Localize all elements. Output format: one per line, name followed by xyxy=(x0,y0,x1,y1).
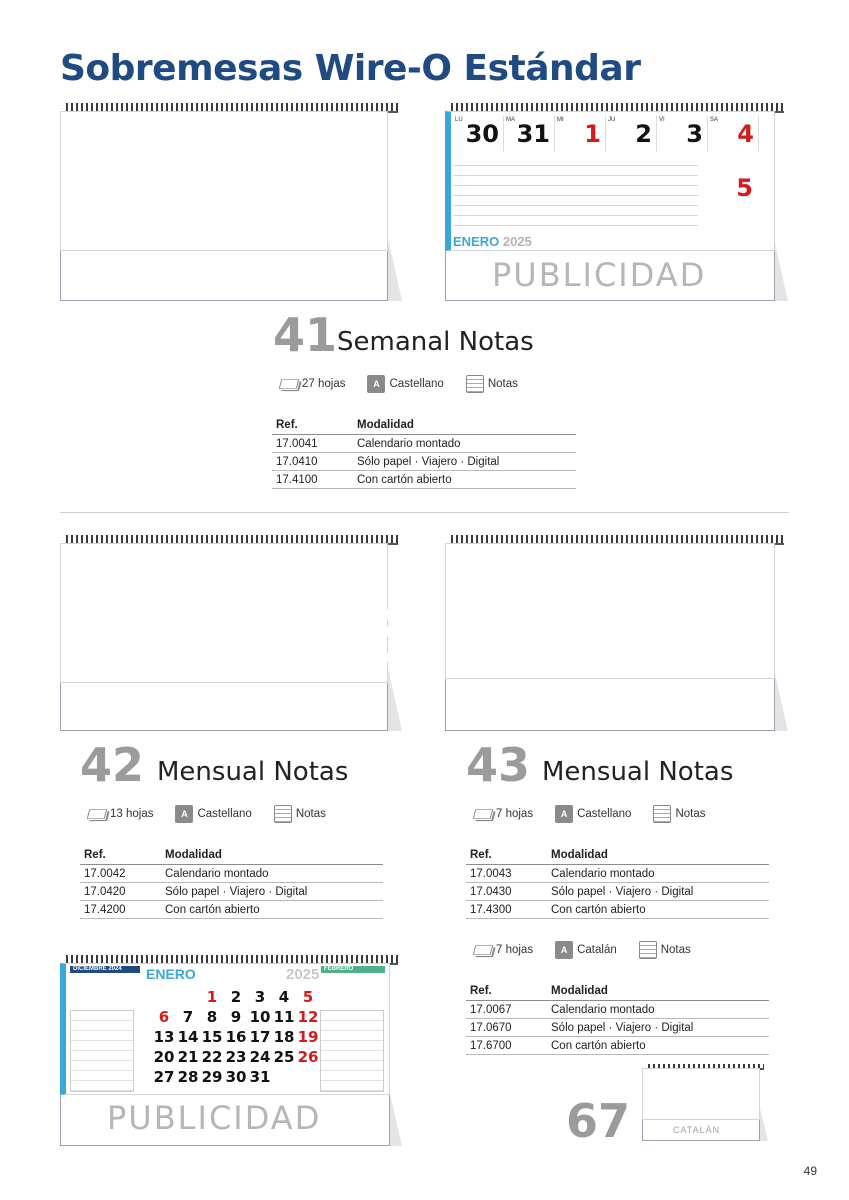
monthly-page xyxy=(60,963,390,1095)
features-43: 7 hojas A Castellano Notas xyxy=(474,805,705,823)
calendar-42-cover xyxy=(60,535,412,731)
day-number: 3 xyxy=(686,120,703,148)
product-number-42: 42 xyxy=(80,738,145,792)
month-day-number: 8 xyxy=(206,1008,218,1026)
table-row: 17.0430 Sólo papel · Viajero · Digital xyxy=(466,883,769,901)
month-day-number: 7 xyxy=(182,1008,194,1026)
month-day-number: 18 xyxy=(273,1028,295,1046)
month-day-number: 14 xyxy=(177,1028,199,1046)
cover-artwork xyxy=(60,111,388,251)
month-day-number: 23 xyxy=(225,1048,247,1066)
month-day-number: 3 xyxy=(254,988,266,1006)
day-number: 1 xyxy=(584,120,601,148)
notes-box-right xyxy=(320,1010,384,1092)
table-row: 17.0042 Calendario montado xyxy=(80,865,383,883)
day-number: 4 xyxy=(737,120,754,148)
month-day-number xyxy=(272,1068,296,1086)
cover-year: 2025 xyxy=(530,580,677,643)
month-day-number: 27 xyxy=(153,1068,175,1086)
catalan-label: CATALÁN xyxy=(673,1125,721,1135)
year-title: 2025 xyxy=(286,966,320,983)
table-row: 17.0410 Sólo papel · Viajero · Digital xyxy=(272,453,576,471)
month-day-number: 6 xyxy=(158,1008,170,1026)
product-name-42: Mensual Notas xyxy=(157,757,349,787)
calendar-base xyxy=(445,679,775,731)
ref-table-43-catalan: Ref. Modalidad 17.0067 Calendario montado 17.0670 Sólo papel · Viajero · Digital 17.6700 Con cartón abierto xyxy=(466,982,769,1055)
day-name: JU xyxy=(608,117,616,123)
table-row: 17.0670 Sólo papel · Viajero · Digital xyxy=(466,1019,769,1037)
calendar-41-cover xyxy=(60,103,402,301)
week-day-cell xyxy=(657,116,708,152)
weekly-page xyxy=(445,111,775,251)
month-day-number: 21 xyxy=(177,1048,199,1066)
calendar-43-cover xyxy=(445,535,788,731)
month-day-number xyxy=(296,1068,320,1086)
notes-box-left xyxy=(70,1010,134,1092)
cover-artwork xyxy=(642,1068,760,1120)
week-day-cell xyxy=(504,116,555,152)
day-number: 30 xyxy=(465,120,499,148)
table-row: 17.6700 Con cartón abierto xyxy=(466,1037,769,1055)
next-month-mini: FEBRERO xyxy=(321,966,385,973)
month-day-number: 12 xyxy=(297,1008,319,1026)
language-icon: A xyxy=(367,375,385,393)
day-name: VI xyxy=(659,117,665,123)
publicidad-area: PUBLICIDAD xyxy=(107,1099,322,1137)
sheets-icon xyxy=(473,945,494,955)
sheets-icon xyxy=(473,809,494,819)
day-number: 31 xyxy=(516,120,550,148)
week-day-cell xyxy=(708,116,759,152)
product-number-67: 67 xyxy=(566,1094,631,1148)
cover-year: 2025 xyxy=(73,126,325,238)
month-day-number xyxy=(152,988,176,1006)
day-name: LU xyxy=(455,117,463,123)
month-day-number: 28 xyxy=(177,1068,199,1086)
calendar-monthly-inside xyxy=(60,955,402,1146)
writing-lines xyxy=(453,156,698,228)
language-icon: A xyxy=(555,805,573,823)
sheets-icon xyxy=(279,379,300,389)
week-day-cell xyxy=(453,116,504,152)
month-day-number xyxy=(176,988,200,1006)
product-name-43: Mensual Notas xyxy=(542,757,734,787)
table-row: 17.0420 Sólo papel · Viajero · Digital xyxy=(80,883,383,901)
sunday-number: 5 xyxy=(736,174,753,202)
calendar-base xyxy=(60,1095,390,1146)
features-43-catalan: 7 hojas A Catalán Notas xyxy=(474,941,691,959)
page-title: Sobremesas Wire-O Estándar xyxy=(60,48,641,89)
month-day-number: 17 xyxy=(249,1028,271,1046)
month-day-number: 16 xyxy=(225,1028,247,1046)
day-name: SA xyxy=(710,117,719,123)
table-row: 17.4300 Con cartón abierto xyxy=(466,901,769,919)
month-day-number: 30 xyxy=(225,1068,247,1086)
table-row: 17.0041 Calendario montado xyxy=(272,435,576,453)
ref-table-42: Ref. Modalidad 17.0042 Calendario montado 17.0420 Sólo papel · Viajero · Digital 17.4200 Con cartón abierto xyxy=(80,846,383,919)
table-row: 17.4200 Con cartón abierto xyxy=(80,901,383,919)
week-day-cell xyxy=(606,116,657,152)
month-day-number: 9 xyxy=(230,1008,242,1026)
calendar-base xyxy=(60,683,388,731)
month-day-number: 20 xyxy=(153,1048,175,1066)
page-number: 49 xyxy=(803,1164,817,1178)
month-day-number: 15 xyxy=(201,1028,223,1046)
month-grid xyxy=(152,988,320,1086)
cover-year: 2025 xyxy=(673,1079,735,1104)
cover-artwork xyxy=(445,543,775,679)
section-divider xyxy=(60,512,789,513)
cover-subtitle: Feliz Año xyxy=(574,642,636,659)
features-41: 27 hojas A Castellano Notas xyxy=(280,375,518,393)
week-days xyxy=(453,116,759,152)
calendar-base xyxy=(642,1120,760,1141)
month-day-number: 13 xyxy=(153,1028,175,1046)
day-name: MI xyxy=(557,117,564,123)
month-day-number: 22 xyxy=(201,1048,223,1066)
calendar-41-inside xyxy=(445,103,788,301)
month-day-number: 26 xyxy=(297,1048,319,1066)
notes-icon xyxy=(274,805,292,823)
month-day-number: 11 xyxy=(273,1008,295,1026)
month-day-number: 29 xyxy=(201,1068,223,1086)
notes-icon xyxy=(466,375,484,393)
sunday-cell xyxy=(703,174,755,204)
language-icon: A xyxy=(175,805,193,823)
product-number-41: 41 xyxy=(273,308,338,362)
week-day-cell xyxy=(555,116,606,152)
language-icon: A xyxy=(555,941,573,959)
month-day-number: 25 xyxy=(273,1048,295,1066)
product-number-43: 43 xyxy=(466,738,531,792)
calendar-base xyxy=(445,251,775,301)
day-name: MA xyxy=(506,117,515,123)
month-day-number: 31 xyxy=(249,1068,271,1086)
prev-month-mini: DICIEMBRE 2024 xyxy=(70,966,140,973)
month-day-number: 10 xyxy=(249,1008,271,1026)
month-day-number: 1 xyxy=(206,988,218,1006)
ref-table-41: Ref. Modalidad 17.0041 Calendario montado 17.0410 Sólo papel · Viajero · Digital 17.4100 Con cartón abierto xyxy=(272,416,576,489)
table-row: 17.0043 Calendario montado xyxy=(466,865,769,883)
month-title: ENERO xyxy=(146,966,196,982)
product-name-41: Semanal Notas xyxy=(337,327,534,357)
publicidad-area: PUBLICIDAD xyxy=(492,256,707,294)
month-day-number: 2 xyxy=(230,988,242,1006)
month-day-number: 4 xyxy=(278,988,290,1006)
sheets-icon xyxy=(87,809,108,819)
month-day-number: 5 xyxy=(302,988,314,1006)
calendar-base xyxy=(60,251,388,301)
table-row: 17.0067 Calendario montado xyxy=(466,1001,769,1019)
cover-year: 2025 xyxy=(229,596,412,678)
features-42: 13 hojas A Castellano Notas xyxy=(88,805,326,823)
calendar-67-cover xyxy=(642,1064,768,1141)
notes-icon xyxy=(653,805,671,823)
month-label: ENERO 2025 xyxy=(453,234,532,249)
month-day-number: 24 xyxy=(249,1048,271,1066)
table-row: 17.4100 Con cartón abierto xyxy=(272,471,576,489)
ref-table-43: Ref. Modalidad 17.0043 Calendario montado 17.0430 Sólo papel · Viajero · Digital 17.4300 Con cartón abierto xyxy=(466,846,769,919)
day-number: 2 xyxy=(635,120,652,148)
cover-artwork xyxy=(60,543,412,683)
notes-icon xyxy=(639,941,657,959)
month-day-number: 19 xyxy=(297,1028,319,1046)
